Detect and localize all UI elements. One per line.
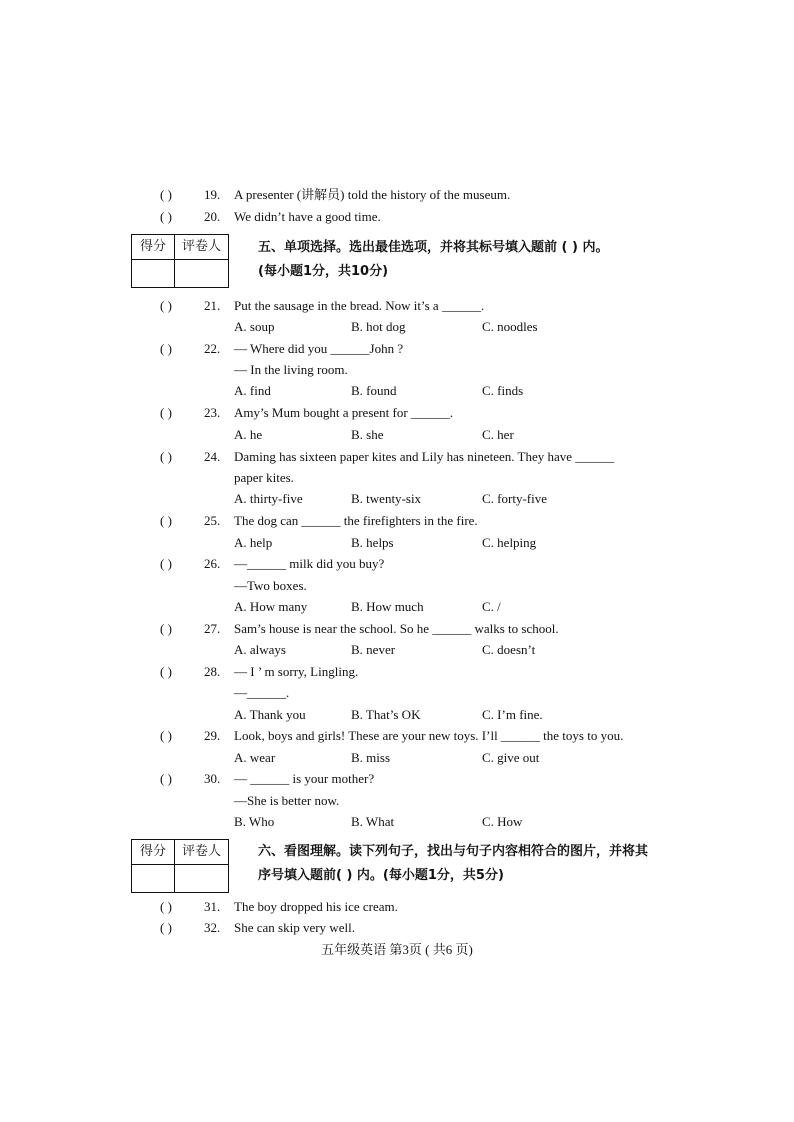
question-number: 23. bbox=[204, 405, 221, 420]
answer-blank: ( ) bbox=[160, 920, 172, 935]
score-label: 得分 bbox=[139, 239, 166, 254]
option-c: C. her bbox=[482, 427, 514, 442]
option-a: A. wear bbox=[234, 750, 276, 765]
option-c: C. How bbox=[482, 814, 523, 829]
score-table bbox=[131, 234, 229, 288]
option-b: B. That’s OK bbox=[351, 707, 421, 722]
option-a: A. he bbox=[234, 427, 263, 442]
answer-blank: ( ) bbox=[160, 621, 172, 636]
page-footer: 五年级英语 第3页 ( 共6 页) bbox=[321, 942, 473, 957]
section-instructions: 序号填入题前( ) 内。(每小题1分，共5分) bbox=[258, 868, 504, 883]
answer-blank: ( ) bbox=[160, 405, 172, 420]
question-text: Put the sausage in the bread. Now it’s a ______. bbox=[234, 298, 485, 313]
question-number: 31. bbox=[204, 899, 221, 914]
question-number: 29. bbox=[204, 728, 221, 743]
answer-blank: ( ) bbox=[160, 209, 172, 224]
section-title: 五、单项选择。选出最佳选项，并将其标号填入题前 ( ) 内。 bbox=[258, 240, 609, 255]
question-text: The dog can ______ the firefighters in the fire. bbox=[234, 513, 478, 528]
option-c: C. finds bbox=[482, 383, 524, 398]
question-text: paper kites. bbox=[234, 470, 294, 485]
question-text: She can skip very well. bbox=[234, 920, 355, 935]
question-text: Amy’s Mum bought a present for ______. bbox=[234, 405, 454, 420]
question-text: Daming has sixteen paper kites and Lily has nineteen. They have ______ bbox=[234, 449, 615, 464]
question-text: Look, boys and girls! These are your new toys. I’ll ______ the toys to you. bbox=[234, 728, 624, 743]
option-c: C. noodles bbox=[482, 319, 538, 334]
question-text: We didn’t have a good time. bbox=[234, 209, 381, 224]
question-number: 25. bbox=[204, 513, 221, 528]
question-text: — I ’ m sorry, Lingling. bbox=[234, 664, 359, 679]
question-text: A presenter (讲解员) told the history of the museum. bbox=[234, 187, 511, 202]
question-number: 20. bbox=[204, 209, 221, 224]
option-b: B. How much bbox=[351, 599, 424, 614]
option-a: A. soup bbox=[234, 319, 275, 334]
option-b: B. What bbox=[351, 814, 395, 829]
option-c: C. / bbox=[482, 599, 501, 614]
score-label: 得分 bbox=[139, 844, 166, 859]
answer-blank: ( ) bbox=[160, 728, 172, 743]
question-number: 24. bbox=[204, 449, 221, 464]
option-b: B. she bbox=[351, 427, 384, 442]
section-heading bbox=[258, 236, 678, 284]
question-text: — In the living room. bbox=[234, 362, 348, 377]
question-text: —She is better now. bbox=[234, 793, 340, 808]
option-b: B. hot dog bbox=[351, 319, 406, 334]
question-number: 26. bbox=[204, 556, 221, 571]
question-number: 19. bbox=[204, 187, 221, 202]
question-number: 32. bbox=[204, 920, 221, 935]
option-a: A. always bbox=[234, 642, 286, 657]
option-a: A. Thank you bbox=[234, 707, 306, 722]
option-a: A. help bbox=[234, 535, 273, 550]
answer-blank: ( ) bbox=[160, 771, 172, 786]
score-table bbox=[131, 839, 229, 893]
answer-blank: ( ) bbox=[160, 449, 172, 464]
reviewer-label: 评卷人 bbox=[181, 844, 221, 859]
option-b: B. never bbox=[351, 642, 396, 657]
question-text: Sam’s house is near the school. So he ______ walks to school. bbox=[234, 621, 559, 636]
option-b: B. found bbox=[351, 383, 397, 398]
answer-blank: ( ) bbox=[160, 556, 172, 571]
section-title: 六、看图理解。读下列句子，找出与句子内容相符合的图片，并将其 bbox=[258, 844, 649, 859]
answer-blank: ( ) bbox=[160, 341, 172, 356]
option-c: C. doesn’t bbox=[482, 642, 536, 657]
option-c: C. I’m fine. bbox=[482, 707, 543, 722]
question-text: The boy dropped his ice cream. bbox=[234, 899, 398, 914]
answer-blank: ( ) bbox=[160, 298, 172, 313]
answer-blank: ( ) bbox=[160, 513, 172, 528]
question-number: 30. bbox=[204, 771, 221, 786]
question-text: —______ milk did you buy? bbox=[234, 556, 385, 571]
section-heading bbox=[258, 840, 678, 888]
option-c: C. helping bbox=[482, 535, 537, 550]
option-b: B. miss bbox=[351, 750, 391, 765]
question-number: 27. bbox=[204, 621, 221, 636]
question-text: —______. bbox=[234, 685, 290, 700]
reviewer-label: 评卷人 bbox=[181, 239, 221, 254]
answer-blank: ( ) bbox=[160, 664, 172, 679]
section-instructions: (每小题1分，共10分) bbox=[258, 264, 389, 279]
option-c: C. forty-five bbox=[482, 491, 547, 506]
question-text: — Where did you ______John ? bbox=[234, 341, 404, 356]
question-number: 28. bbox=[204, 664, 221, 679]
question-text: — ______ is your mother? bbox=[234, 771, 375, 786]
question-text: —Two boxes. bbox=[234, 578, 307, 593]
question-number: 22. bbox=[204, 341, 221, 356]
answer-blank: ( ) bbox=[160, 899, 172, 914]
option-a: A. find bbox=[234, 383, 271, 398]
option-a: A. How many bbox=[234, 599, 308, 614]
option-b: B. twenty-six bbox=[351, 491, 422, 506]
option-c: C. give out bbox=[482, 750, 540, 765]
option-a: B. Who bbox=[234, 814, 275, 829]
option-a: A. thirty-five bbox=[234, 491, 303, 506]
question-number: 21. bbox=[204, 298, 221, 313]
answer-blank: ( ) bbox=[160, 187, 172, 202]
option-b: B. helps bbox=[351, 535, 394, 550]
